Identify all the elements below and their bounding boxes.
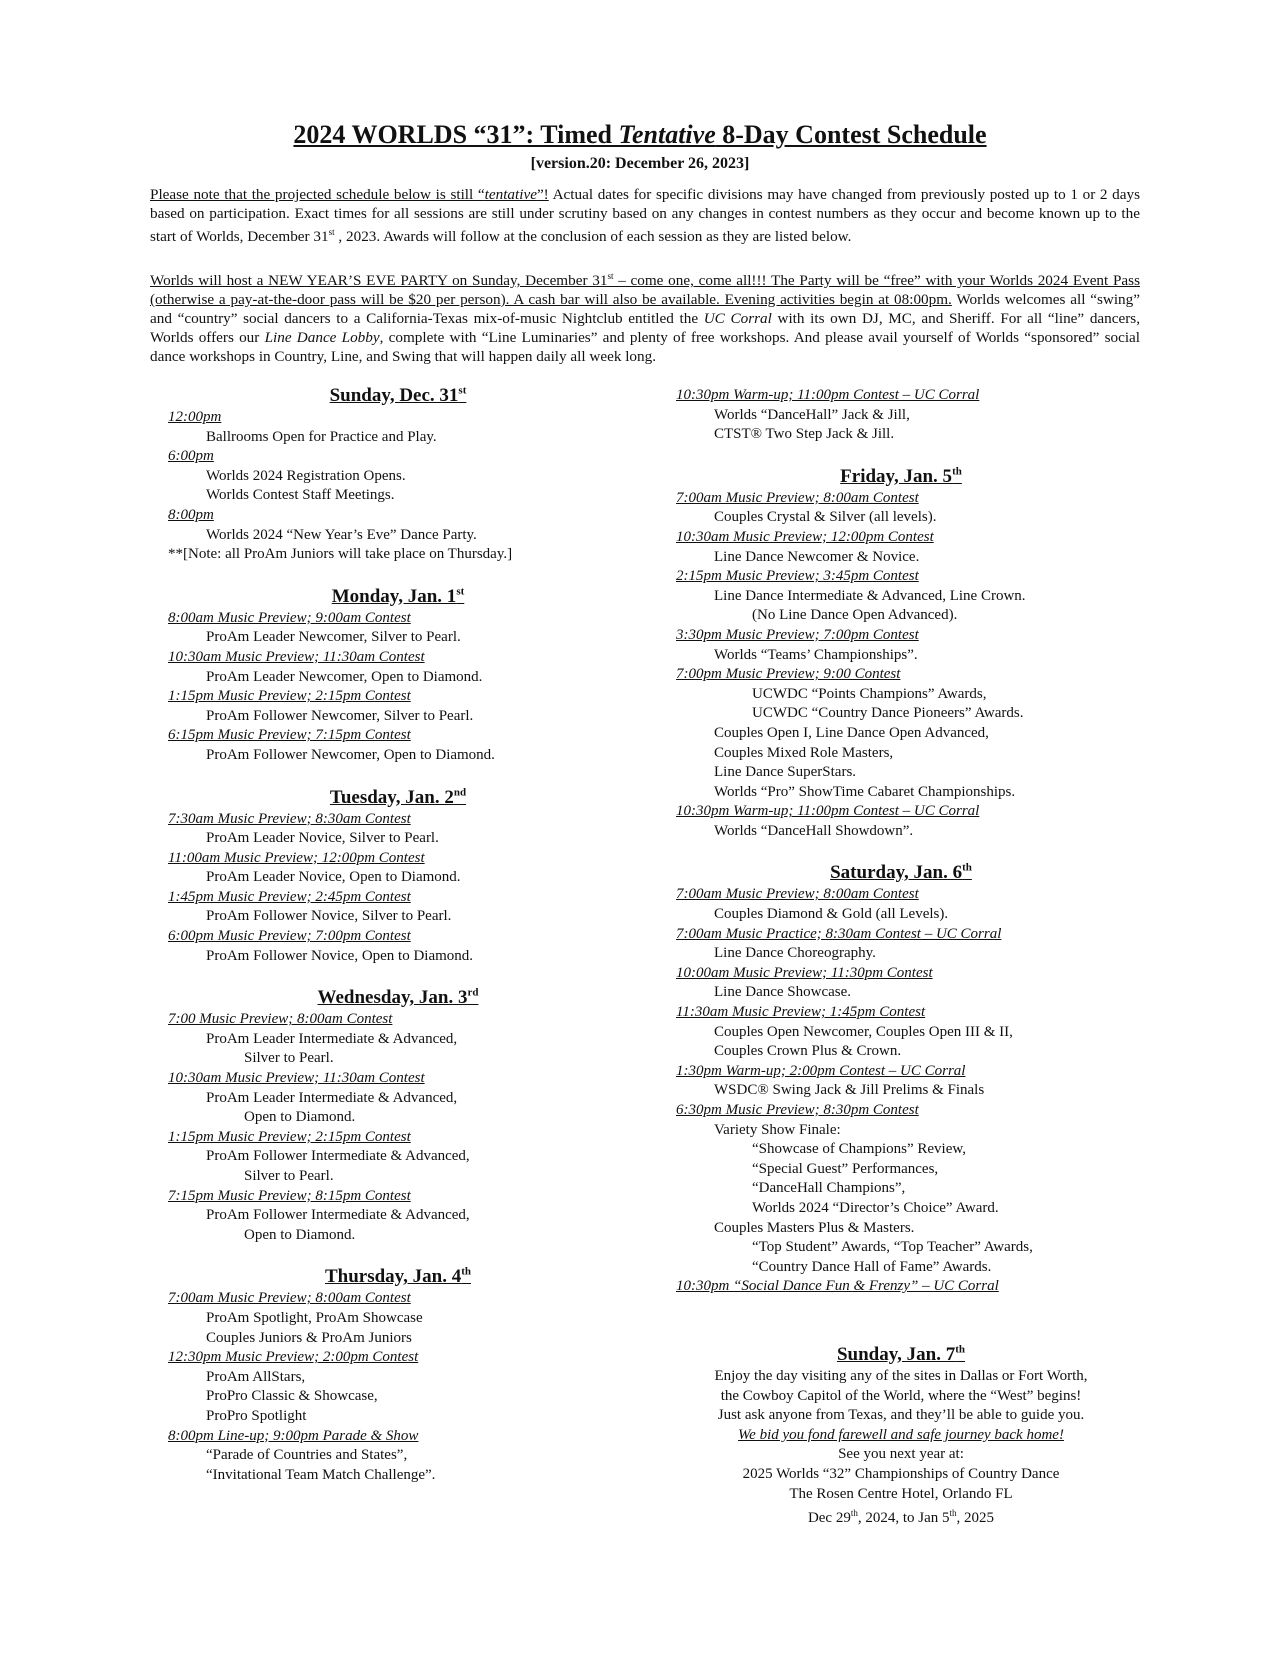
time-slot: 11:00am Music Preview; 12:00pm Contest	[168, 849, 425, 866]
day-heading-sunday-jan-7: Sunday, Jan. 7th	[836, 1343, 966, 1365]
section-gap	[676, 841, 1126, 861]
time-slot: 7:15pm Music Preview; 8:15pm Contest	[168, 1187, 411, 1204]
title-part-1: 2024 WORLDS “31”: Timed	[293, 120, 619, 149]
event-item: ProAm Follower Intermediate & Advanced,	[206, 1148, 470, 1165]
time-slot: 7:00am Music Preview; 8:00am Contest	[676, 489, 919, 506]
page-title	[0, 120, 1280, 150]
event-item: ProAm Leader Intermediate & Advanced,	[206, 1030, 458, 1047]
event-item: Worlds “DanceHall” Jack & Jill,	[714, 406, 910, 423]
intro1-note: Please note that the projected schedule below is still “tentative”!	[150, 186, 549, 203]
intro1-sup: st	[328, 227, 335, 237]
line-dance-lobby-text: Line Dance Lobby	[264, 329, 380, 347]
final-line: 2025 Worlds “32” Championships of Country Dance	[742, 1465, 1060, 1482]
final-line: Enjoy the day visiting any of the sites in Dallas or Fort Worth,	[714, 1368, 1088, 1384]
event-item: Worlds “Pro” ShowTime Cabaret Championships.	[714, 783, 1016, 800]
day-heading-saturday-jan-6: Saturday, Jan. 6th	[830, 862, 972, 884]
event-item: Couples Masters Plus & Masters.	[714, 1219, 915, 1236]
event-item: (No Line Dance Open Advanced).	[752, 607, 958, 624]
time-slot: 10:30pm Warm-up; 11:00pm Contest – UC Corral	[676, 803, 980, 820]
event-item: UCWDC “Points Champions” Awards,	[752, 685, 987, 702]
event-item: Line Dance Showcase.	[714, 984, 852, 1001]
final-line: Just ask anyone from Texas, and they’ll be able to guide you.	[717, 1407, 1085, 1424]
intro-paragraph-1	[150, 185, 1140, 246]
final-line: See you next year at:	[838, 1446, 964, 1463]
time-slot: 7:00pm Music Preview; 9:00 Contest	[676, 666, 901, 683]
event-item: Couples Open Newcomer, Couples Open III & II,	[714, 1023, 1013, 1040]
event-item: Open to Diamond.	[244, 1109, 356, 1126]
section-gap	[168, 1245, 628, 1265]
event-item: ProAm Spotlight, ProAm Showcase	[206, 1309, 423, 1326]
event-item: ProPro Classic & Showcase,	[206, 1388, 378, 1405]
schedule-note: **[Note: all ProAm Juniors will take place on Thursday.]	[168, 546, 513, 563]
event-item: “Showcase of Champions” Review,	[752, 1141, 966, 1158]
event-item: Worlds “DanceHall Showdown”.	[714, 822, 914, 839]
event-item: Worlds 2024 “New Year’s Eve” Dance Party.	[206, 526, 477, 543]
event-item: Variety Show Finale:	[714, 1121, 841, 1138]
event-item: ProAm Follower Newcomer, Silver to Pearl.	[206, 707, 474, 724]
time-slot: 12:00pm	[168, 409, 222, 425]
title-part-tentative: Tentative	[618, 120, 716, 149]
time-slot: 1:45pm Music Preview; 2:45pm Contest	[168, 888, 411, 905]
event-item: “Invitational Team Match Challenge”.	[206, 1466, 436, 1483]
party-announcement: Worlds will host a NEW YEAR’S EVE PARTY on Sunday, December 31st – come one, come all!!! The Party will be “free” with your Worlds 2024 Event Pass (otherwise a pay-at-the-door pass will be $20 per person). A cash bar will also be available. Evening activities begin at 08:00pm.	[150, 271, 1140, 309]
time-slot: 7:30am Music Preview; 8:30am Contest	[168, 810, 411, 827]
event-item: Silver to Pearl.	[244, 1050, 334, 1067]
event-item: ProAm Follower Newcomer, Open to Diamond.	[206, 746, 495, 763]
time-slot: 7:00am Music Preview; 8:00am Contest	[168, 1290, 411, 1307]
event-item: Couples Crystal & Silver (all levels).	[714, 509, 937, 526]
time-slot: 10:00am Music Preview; 11:30pm Contest	[676, 964, 933, 981]
event-item: Worlds “Teams’ Championships”.	[714, 646, 918, 663]
time-slot: 10:30am Music Preview; 11:30am Contest	[168, 648, 425, 665]
event-item: Couples Juniors & ProAm Juniors	[206, 1329, 412, 1346]
final-day-section	[676, 1343, 1126, 1529]
uc-corral-text: UC Corral	[703, 310, 772, 328]
event-item: ProAm Follower Novice, Open to Diamond.	[206, 947, 474, 964]
time-slot: 3:30pm Music Preview; 7:00pm Contest	[676, 626, 919, 643]
time-slot: 7:00 Music Preview; 8:00am Contest	[168, 1011, 393, 1028]
day-heading-friday-jan-5: Friday, Jan. 5th	[840, 465, 962, 487]
event-item: ProAm Leader Intermediate & Advanced,	[206, 1089, 458, 1106]
event-item: “DanceHall Champions”,	[752, 1180, 906, 1197]
event-item: ProAm Follower Novice, Silver to Pearl.	[206, 908, 452, 925]
day-heading-wednesday-jan-3: Wednesday, Jan. 3rd	[317, 986, 479, 1009]
final-line: the Cowboy Capitol of the World, where the “West” begins!	[720, 1387, 1082, 1404]
event-item: “Top Student” Awards, “Top Teacher” Awards,	[752, 1239, 1033, 1256]
event-item: CTST® Two Step Jack & Jill.	[714, 426, 895, 443]
day-heading-tuesday-jan-2: Tuesday, Jan. 2nd	[329, 786, 467, 808]
event-item: “Parade of Countries and States”,	[206, 1447, 408, 1464]
time-slot: 11:30am Music Preview; 1:45pm Contest	[676, 1004, 926, 1021]
time-slot: 6:00pm	[168, 448, 214, 465]
event-item: Line Dance SuperStars.	[714, 764, 857, 781]
event-item: ProAm Follower Intermediate & Advanced,	[206, 1207, 470, 1224]
nightclub-text: Worlds welcomes all “swing” and “country” social dancers to a California-Texas mix-of-music Nightclub entitled the	[150, 291, 1140, 328]
event-item: ProPro Spotlight	[206, 1407, 307, 1424]
day-heading-monday-jan-1: Monday, Jan. 1st	[331, 585, 465, 607]
section-gap	[168, 966, 628, 986]
time-slot: 1:15pm Music Preview; 2:15pm Contest	[168, 1128, 411, 1145]
intro1-body: Actual dates for specific divisions may have changed from previously posted up to 1 or 2 days based on participation. Exact times for all sessions are still under scrutiny based on any changes in contest numbers as they occur and become known up to the start of Worlds, December 31	[150, 186, 1140, 246]
time-slot: 10:30pm Warm-up; 11:00pm Contest – UC Corral	[676, 387, 980, 403]
event-item: Ballrooms Open for Practice and Play.	[206, 428, 437, 445]
time-slot: 1:30pm Warm-up; 2:00pm Contest – UC Corral	[676, 1062, 966, 1079]
event-item: Open to Diamond.	[244, 1226, 356, 1243]
time-slot: 1:15pm Music Preview; 2:15pm Contest	[168, 688, 411, 705]
event-item: UCWDC “Country Dance Pioneers” Awards.	[752, 705, 1024, 722]
event-item: Line Dance Newcomer & Novice.	[714, 548, 920, 565]
time-slot: 7:00am Music Preview; 8:00am Contest	[676, 886, 919, 903]
time-slot: 10:30am Music Preview; 11:30am Contest	[168, 1070, 425, 1087]
event-item: WSDC® Swing Jack & Jill Prelims & Finals	[714, 1082, 985, 1099]
time-slot: 8:00pm	[168, 506, 214, 523]
section-gap	[168, 565, 628, 585]
title-part-2: 8-Day Contest Schedule	[715, 120, 987, 149]
schedule-left-column	[168, 384, 628, 1485]
final-line: The Rosen Centre Hotel, Orlando FL	[789, 1485, 1013, 1502]
event-item: Line Dance Intermediate & Advanced, Line Crown.	[714, 587, 1026, 604]
event-item: ProAm AllStars,	[206, 1368, 306, 1385]
time-slot: 7:00am Music Practice; 8:30am Contest – UC Corral	[676, 925, 1002, 942]
time-slot: 12:30pm Music Preview; 2:00pm Contest	[168, 1349, 419, 1366]
time-slot: 8:00pm Line-up; 9:00pm Parade & Show	[168, 1427, 419, 1444]
event-item: “Country Dance Hall of Fame” Awards.	[752, 1258, 992, 1275]
time-slot: 6:15pm Music Preview; 7:15pm Contest	[168, 727, 411, 744]
schedule-right-column	[676, 386, 1126, 1297]
section-gap	[168, 766, 628, 786]
day-heading-sunday-dec-31: Sunday, Dec. 31st	[329, 384, 467, 406]
event-item: ProAm Leader Novice, Open to Diamond.	[206, 869, 461, 886]
final-day-text	[676, 1367, 1126, 1529]
time-slot: 8:00am Music Preview; 9:00am Contest	[168, 609, 411, 626]
event-item: Couples Open I, Line Dance Open Advanced,	[714, 724, 989, 741]
time-slot: 10:30am Music Preview; 12:00pm Contest	[676, 528, 934, 545]
event-item: ProAm Leader Newcomer, Silver to Pearl.	[206, 629, 461, 646]
time-slot: 6:30pm Music Preview; 8:30pm Contest	[676, 1102, 919, 1118]
line-dance-text: with its own DJ, MC, and Sheriff. For all “line” dancers, Worlds offers our	[150, 310, 1140, 347]
section-gap	[676, 445, 1126, 465]
event-item: Worlds 2024 Registration Opens.	[206, 467, 406, 484]
event-item: ProAm Leader Newcomer, Open to Diamond.	[206, 668, 483, 685]
workshops-text: , complete with “Line Luminaries” and plenty of free workshops. And please avail yourself of Worlds “sponsored” social dance workshops in Country, Line, and Swing that will happen daily all week long.	[150, 329, 1141, 366]
day-heading-thursday-jan-4: Thursday, Jan. 4th	[324, 1266, 471, 1288]
time-slot: 10:30pm “Social Dance Fun & Frenzy” – UC Corral	[676, 1278, 999, 1295]
time-slot: 6:00pm Music Preview; 7:00pm Contest	[168, 928, 411, 945]
event-item: Couples Crown Plus & Crown.	[714, 1043, 902, 1060]
intro-paragraph-2	[150, 267, 1140, 366]
farewell-line: We bid you fond farewell and safe journey back home!	[738, 1426, 1064, 1443]
event-item: “Special Guest” Performances,	[752, 1160, 939, 1177]
intro1-tail: , 2023. Awards will follow at the conclusion of each session as they are listed below.	[334, 228, 852, 246]
version-line: [version.20: December 26, 2023]	[530, 155, 750, 172]
event-item: Couples Mixed Role Masters,	[714, 744, 894, 761]
event-item: Couples Diamond & Gold (all Levels).	[714, 906, 949, 923]
final-dates: Dec 29th, 2024, to Jan 5th, 2025	[807, 1508, 995, 1527]
time-slot: 2:15pm Music Preview; 3:45pm Contest	[676, 568, 919, 585]
event-item: Worlds Contest Staff Meetings.	[206, 487, 395, 504]
event-item: Worlds 2024 “Director’s Choice” Award.	[752, 1199, 999, 1216]
event-item: Silver to Pearl.	[244, 1168, 334, 1184]
event-item: ProAm Leader Novice, Silver to Pearl.	[206, 830, 439, 847]
event-item: Line Dance Choreography.	[714, 945, 876, 962]
